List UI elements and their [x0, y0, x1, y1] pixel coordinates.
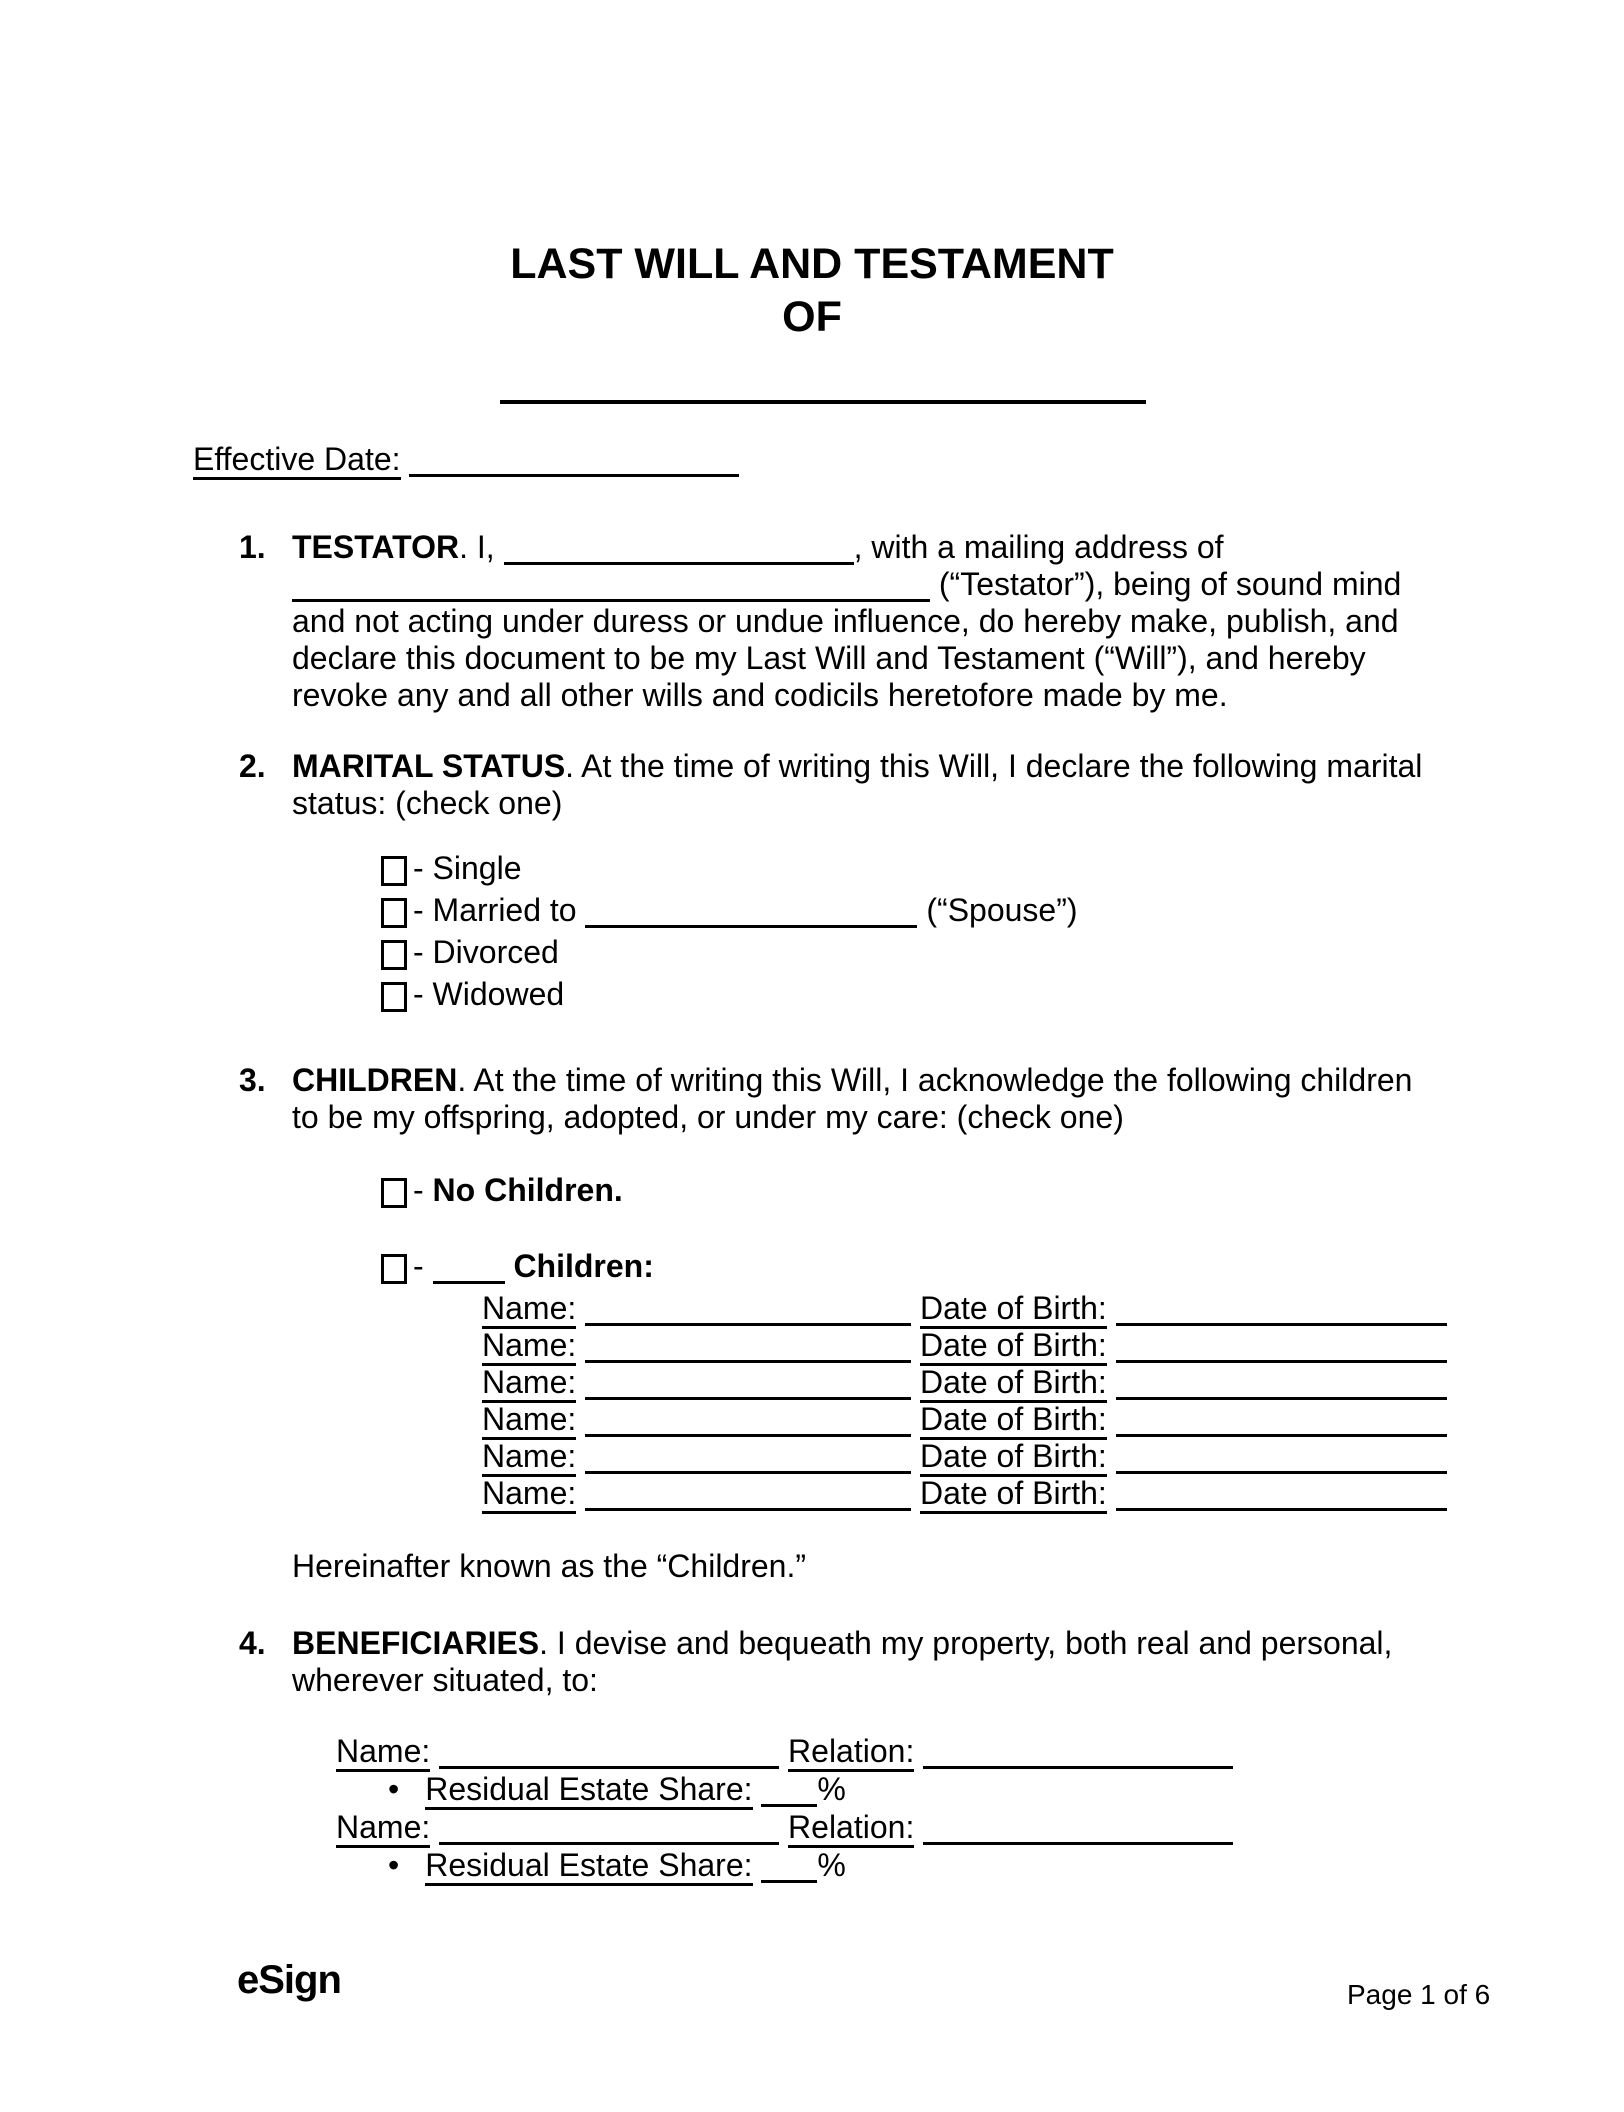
section-beneficiaries-heading: BENEFICIARIES: [292, 1625, 540, 1661]
child-row-4: [482, 1401, 1447, 1438]
child-row-6: [482, 1475, 1447, 1512]
no-children-dash: -: [413, 1172, 433, 1208]
beneficiary-name-label: Name:: [336, 1809, 430, 1848]
marital-options: [381, 850, 1078, 1018]
child-dob-label: Date of Birth:: [920, 1290, 1107, 1329]
testator-name-blank[interactable]: [504, 534, 854, 565]
married-label: - Married to: [413, 892, 586, 928]
no-children-checkbox[interactable]: [381, 1178, 407, 1208]
page-indicator: Page 1 of 6: [1347, 1979, 1491, 2010]
section-beneficiaries: [239, 1625, 1435, 1699]
section-testator-heading: TESTATOR: [292, 529, 460, 565]
spouse-suffix-label: (“Spouse”): [917, 892, 1078, 928]
marital-option-widowed: [381, 976, 1078, 1018]
no-children-option: [381, 1172, 623, 1209]
effective-date-blank[interactable]: [409, 446, 739, 477]
child-name-label: Name:: [482, 1290, 576, 1329]
child-name-label: Name:: [482, 1401, 576, 1440]
section-marital-number: 2.: [239, 748, 266, 784]
child-row-1: [482, 1290, 1447, 1327]
section-marital-heading: MARITAL STATUS: [292, 748, 566, 784]
single-label: - Single: [413, 850, 522, 886]
section-marital-status: [239, 748, 1435, 822]
beneficiaries-body-text: . I devise and bequeath my property, both real and personal, wherever situated, to:: [292, 1625, 1393, 1698]
children-count-dash: -: [413, 1248, 433, 1284]
child-row-5: [482, 1438, 1447, 1475]
no-children-period: .: [613, 1172, 623, 1208]
bullet-icon: •: [388, 1771, 400, 1807]
spouse-name-blank[interactable]: [585, 897, 917, 928]
married-checkbox[interactable]: [381, 898, 407, 928]
beneficiaries-rows: [336, 1732, 1233, 1884]
single-checkbox[interactable]: [381, 856, 407, 886]
residual-share-blank[interactable]: [761, 1852, 817, 1883]
bullet-icon: •: [388, 1847, 400, 1883]
has-children-option: [381, 1248, 654, 1285]
child-row-2: [482, 1327, 1447, 1364]
title-line-2: OF: [782, 293, 842, 341]
child-name-blank[interactable]: [585, 1295, 911, 1326]
beneficiary-row-1: [336, 1732, 1233, 1770]
children-rows: [482, 1290, 1447, 1512]
marital-body-text: . At the time of writing this Will, I declare the following marital status: (check one): [292, 748, 1423, 821]
beneficiary-name-label: Name:: [336, 1733, 430, 1772]
section-testator: [239, 529, 1435, 714]
residual-share-label: Residual Estate Share:: [425, 1847, 752, 1886]
child-name-blank[interactable]: [585, 1406, 911, 1437]
beneficiary-name-blank[interactable]: [439, 1738, 779, 1769]
beneficiary-relation-blank[interactable]: [923, 1738, 1233, 1769]
section-children-heading: CHILDREN: [292, 1062, 458, 1098]
child-name-blank[interactable]: [585, 1443, 911, 1474]
title-line-1: LAST WILL AND TESTAMENT: [510, 240, 1114, 288]
child-dob-blank[interactable]: [1116, 1295, 1447, 1326]
testator-name-title-blank[interactable]: [500, 366, 1146, 404]
residual-share-label: Residual Estate Share:: [425, 1771, 752, 1810]
child-dob-label: Date of Birth:: [920, 1438, 1107, 1477]
divorced-label: - Divorced: [413, 934, 559, 970]
child-dob-blank[interactable]: [1116, 1443, 1447, 1474]
divorced-checkbox[interactable]: [381, 940, 407, 970]
child-row-3: [482, 1364, 1447, 1401]
effective-date-row: [193, 441, 739, 478]
child-dob-blank[interactable]: [1116, 1332, 1447, 1363]
beneficiary-row-2: [336, 1808, 1233, 1846]
document-title: [0, 238, 1624, 344]
marital-option-divorced: [381, 934, 1078, 976]
percent-sign: %: [817, 1771, 846, 1807]
child-dob-label: Date of Birth:: [920, 1401, 1107, 1440]
beneficiary-relation-label: Relation:: [788, 1733, 914, 1772]
no-children-label: No Children: [432, 1172, 614, 1208]
testator-body-text: (“Testator”), being of sound mind and not acting under duress or undue influence, do hereby make, publish, and declare this document to be my Last Will and Testament (“Will”), and hereby revoke any and all other wills and codicils heretofore made by me.: [292, 566, 1402, 713]
children-count-label: Children:: [513, 1248, 654, 1284]
children-body-text: . At the time of writing this Will, I acknowledge the following children to be my offspring, adopted, or under my care: (check one): [292, 1062, 1413, 1135]
children-count-blank[interactable]: [433, 1253, 505, 1284]
hereinafter-note: Hereinafter known as the “Children.”: [292, 1548, 807, 1584]
section-beneficiaries-number: 4.: [239, 1625, 266, 1661]
child-dob-label: Date of Birth:: [920, 1475, 1107, 1514]
beneficiary-relation-blank[interactable]: [923, 1814, 1233, 1845]
widowed-checkbox[interactable]: [381, 982, 407, 1012]
beneficiary-share-row-1: [336, 1770, 1233, 1808]
testator-after-name-text: , with a mailing address of: [853, 529, 1224, 565]
child-name-label: Name:: [482, 1475, 576, 1514]
marital-option-single: [381, 850, 1078, 892]
percent-sign: %: [817, 1847, 846, 1883]
child-name-blank[interactable]: [585, 1369, 911, 1400]
marital-option-married: [381, 892, 1078, 934]
section-children: [239, 1062, 1435, 1136]
child-name-blank[interactable]: [585, 1332, 911, 1363]
testator-address-blank[interactable]: [292, 571, 930, 602]
widowed-label: - Widowed: [413, 976, 565, 1012]
child-name-label: Name:: [482, 1438, 576, 1477]
effective-date-label: Effective Date:: [193, 441, 401, 480]
section-children-number: 3.: [239, 1062, 266, 1098]
has-children-checkbox[interactable]: [381, 1254, 407, 1284]
beneficiary-share-row-2: [336, 1846, 1233, 1884]
child-name-label: Name:: [482, 1364, 576, 1403]
residual-share-blank[interactable]: [761, 1776, 817, 1807]
child-dob-blank[interactable]: [1116, 1406, 1447, 1437]
testator-lead-in: . I,: [459, 529, 504, 565]
section-testator-number: 1.: [239, 529, 266, 565]
child-dob-label: Date of Birth:: [920, 1364, 1107, 1403]
child-name-blank[interactable]: [585, 1480, 911, 1511]
beneficiary-name-blank[interactable]: [439, 1814, 779, 1845]
child-dob-label: Date of Birth:: [920, 1327, 1107, 1366]
child-dob-blank[interactable]: [1116, 1369, 1447, 1400]
child-name-label: Name:: [482, 1327, 576, 1366]
esign-logo: eSign: [237, 1958, 341, 2002]
child-dob-blank[interactable]: [1116, 1480, 1447, 1511]
beneficiary-relation-label: Relation:: [788, 1809, 914, 1848]
